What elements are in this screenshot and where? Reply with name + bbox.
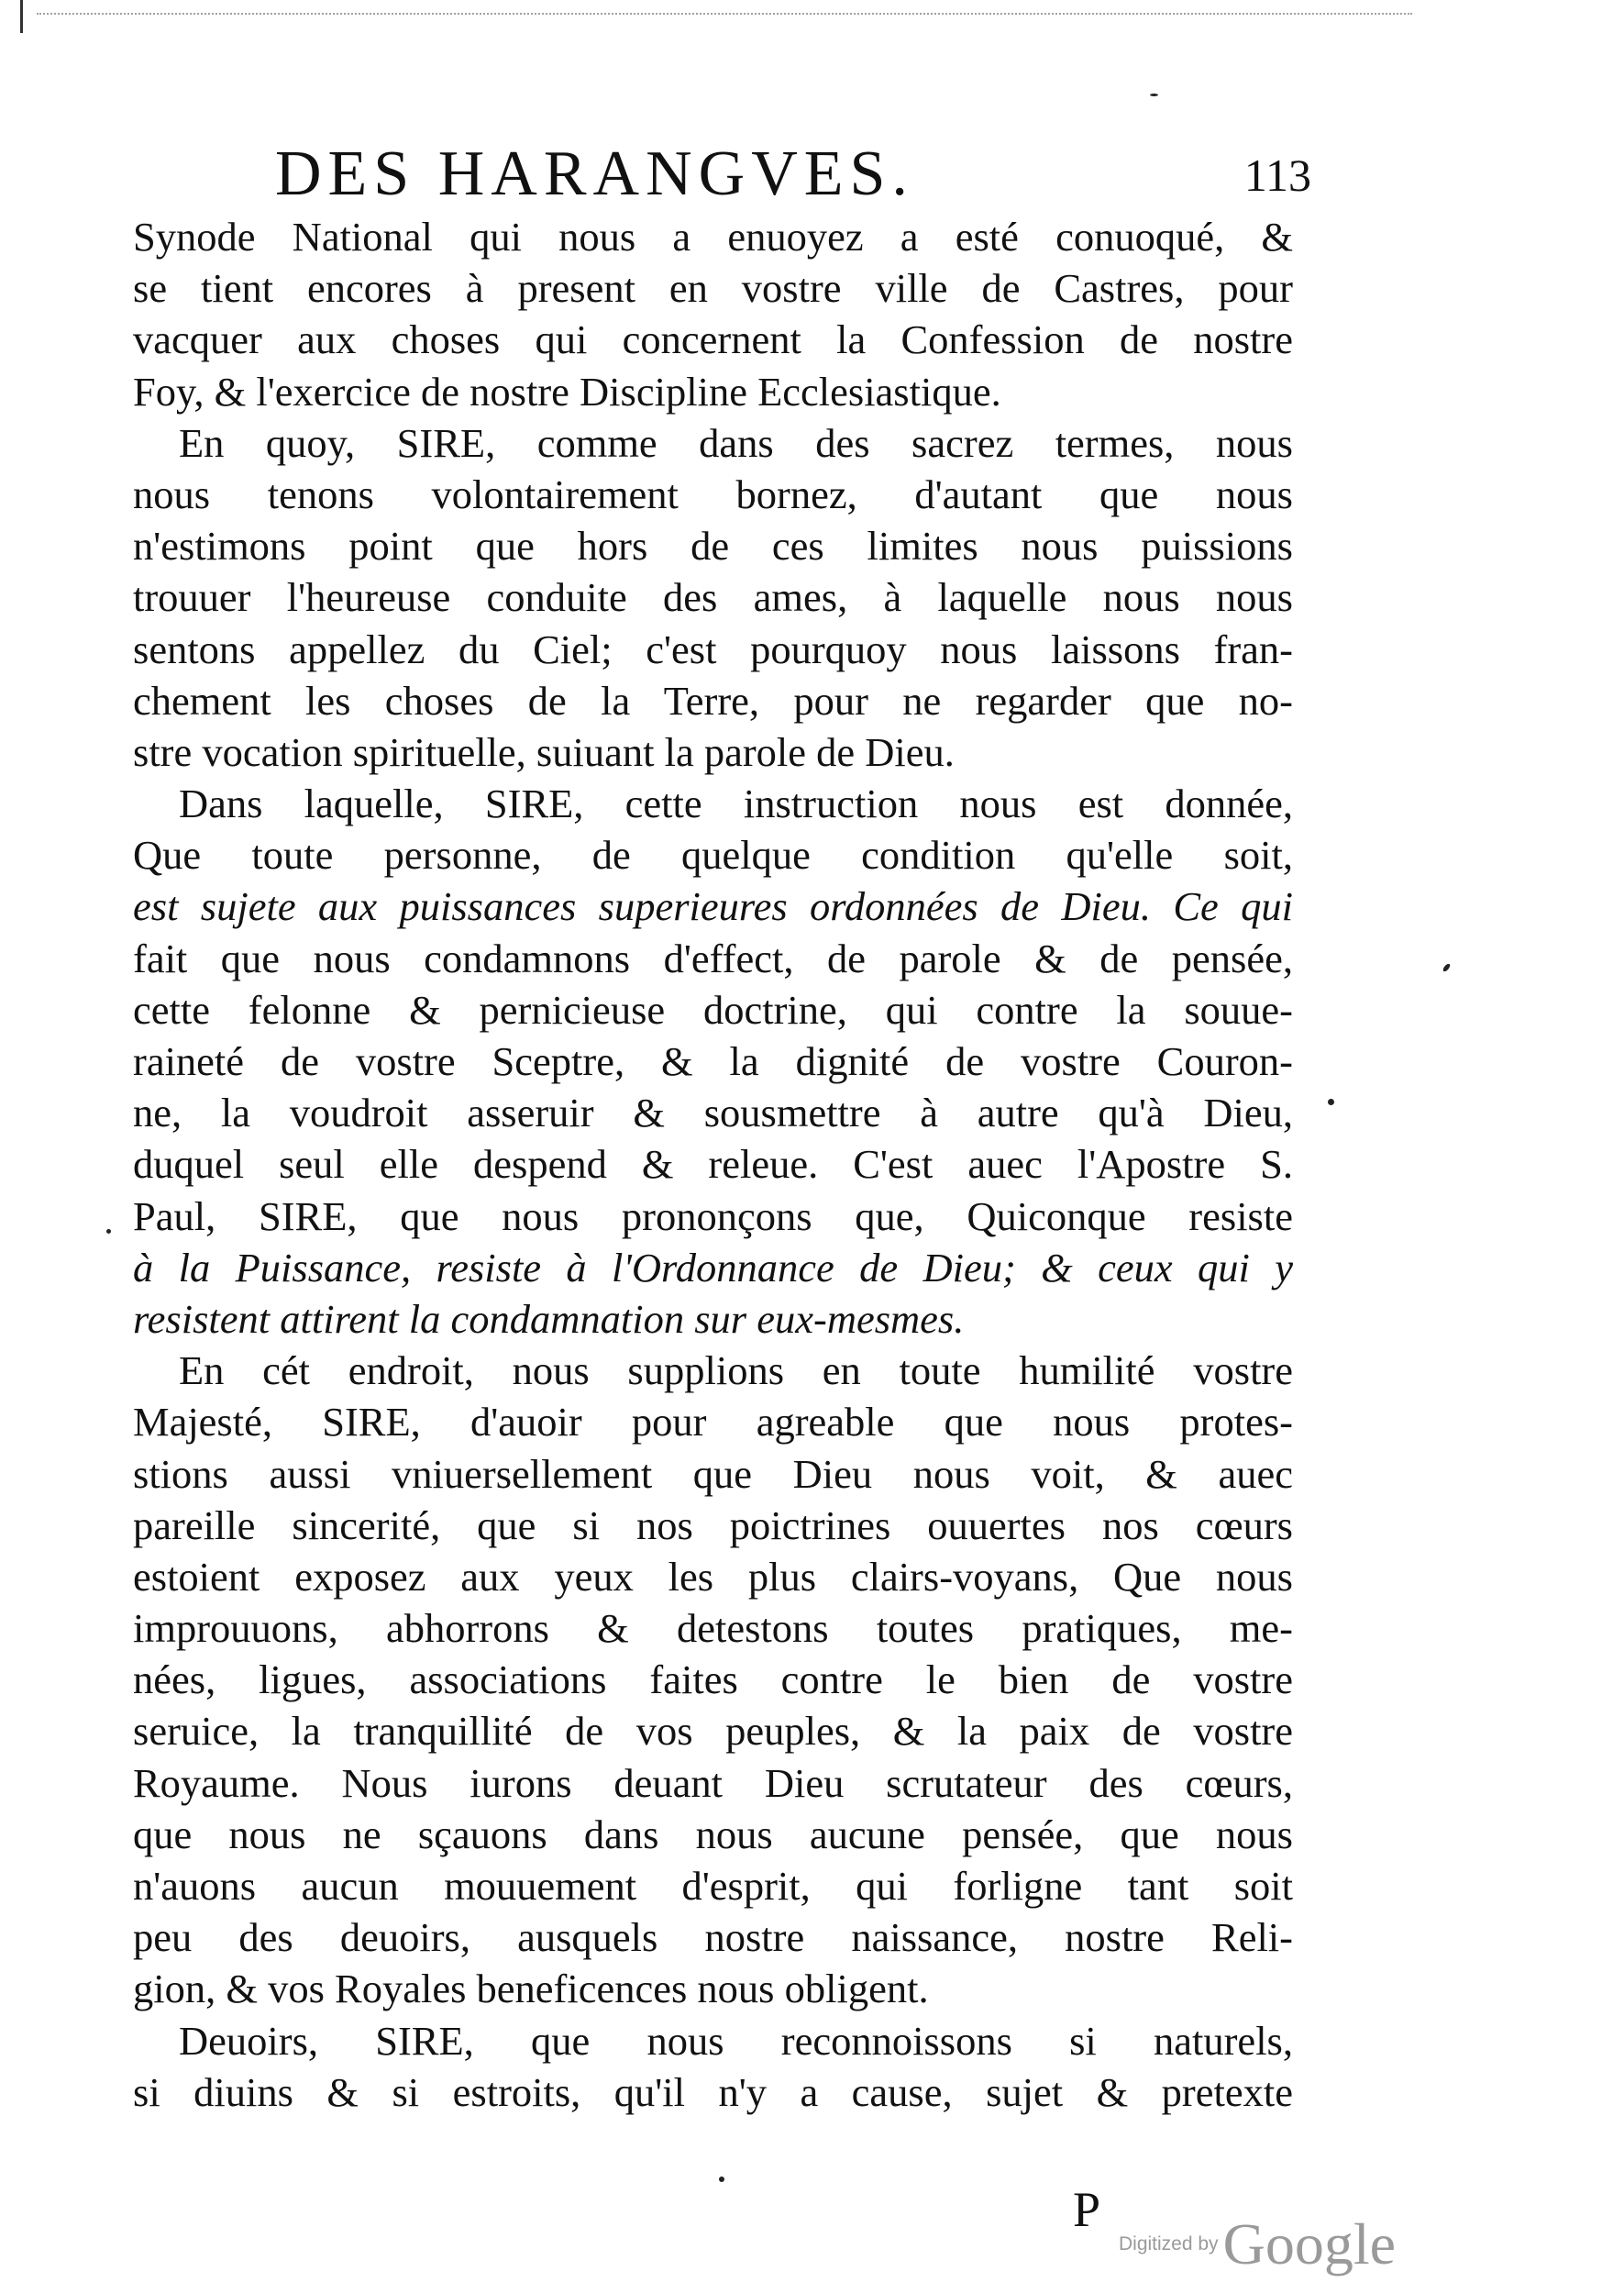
text-line: Dans laquelle, SIRE, cette instruction nous est donnée, [179,781,1293,827]
text-line: estoient exposez aux yeux les plus clairs-voyans, Que nous [133,1553,1293,1600]
text-line: stions aussi vniuersellement que Dieu nous voit, & auec [133,1450,1293,1497]
top-edge-rule [37,0,1412,15]
text-line: Majesté, SIRE, d'auoir pour agreable que nous protes- [133,1399,1293,1446]
left-edge-mark [20,0,23,33]
text-line: raineté de vostre Sceptre, & la dignité de vostre Couron- [133,1038,1293,1084]
text-line: Synode National qui nous a enuoyez a esté conuoqué, & [133,214,1293,260]
watermark-prefix: Digitized by [1119,2233,1219,2254]
text-line: sentons appellez du Ciel; c'est pourquoy nous laissons fran- [133,626,1293,672]
text-line: nées, ligues, associations faites contre le bien de vostre [133,1656,1293,1703]
text-line-italic: à la Puissance, resiste à l'Ordonnance de Dieu; & ceux qui y [133,1244,1293,1291]
text-line-italic: est sujete aux puissances superieures ordonnées de Dieu. Ce qui [133,883,1293,930]
ink-speck [1328,1099,1334,1105]
text-line: Que toute personne, de quelque condition qu'elle soit, [133,832,1293,879]
text-line: peu des deuoirs, ausquels nostre naissance, nostre Reli- [133,1914,1293,1961]
text-line: n'estimons point que hors de ces limites nous puissions [133,523,1293,570]
page-number: 113 [1243,150,1311,201]
ink-speck [719,2177,724,2182]
text-line: Paul, SIRE, que nous prononçons que, Quiconque resiste [133,1192,1293,1239]
text-line: stre vocation spirituelle, suiuant la parole de Dieu. [133,728,955,775]
text-line: gion, & vos Royales beneficences nous obligent. [133,1966,929,2012]
text-line: Royaume. Nous iurons deuant Dieu scrutateur des cœurs, [133,1759,1293,1806]
body-text [133,211,1293,2118]
text-line: pareille sincerité, que si nos poictrines ouuertes nos cœurs [133,1501,1293,1548]
ink-speck [106,1229,111,1234]
text-line: si diuins & si estroits, qu'il n'y a cause, sujet & pretexte [133,2068,1293,2115]
text-line: fait que nous condamnons d'effect, de parole & de pensée, [133,935,1293,981]
page-header [275,138,1311,211]
ink-speck [1442,963,1451,973]
digitized-watermark [1119,2210,1396,2278]
text-line: improuuons, abhorrons & detestons toutes pratiques, me- [133,1605,1293,1652]
signature-mark: P [1073,2182,1101,2237]
text-line-italic: resistent attirent la condamnation sur eux-mesmes. [133,1295,965,1342]
text-line: chement les choses de la Terre, pour ne regarder que no- [133,677,1293,724]
text-line: cette felonne & pernicieuse doctrine, qui contre la souue- [133,986,1293,1033]
text-line: n'auons aucun mouuement d'esprit, qui forligne tant soit [133,1863,1293,1909]
text-line: En cét endroit, nous supplions en toute humilité vostre [179,1347,1293,1394]
text-line: Foy, & l'exercice de nostre Discipline Ecclesiastique. [133,368,1001,415]
text-line: que nous ne sçauons dans nous aucune pensée, que nous [133,1811,1293,1857]
text-line: nous tenons volontairement bornez, d'autant que nous [133,471,1293,517]
text-line: seruice, la tranquillité de vos peuples, & la paix de vostre [133,1708,1293,1755]
text-line: vacquer aux choses qui concernent la Confession de nostre [133,316,1293,363]
watermark-brand: Google [1222,2211,1397,2276]
text-line: En quoy, SIRE, comme dans des sacrez termes, nous [179,419,1293,466]
text-line: Deuoirs, SIRE, que nous reconnoissons si naturels, [179,2017,1293,2064]
text-line: duquel seul elle despend & releue. C'est auec l'Apostre S. [133,1141,1293,1188]
text-line: trouuer l'heureuse conduite des ames, à laquelle nous nous [133,574,1293,621]
running-title: DES HARANGVES. [275,138,914,209]
text-line: ne, la voudroit asseruir & sousmettre à autre qu'à Dieu, [133,1090,1293,1136]
ink-speck [1150,94,1158,96]
text-line: se tient encores à present en vostre ville de Castres, pour [133,265,1293,312]
